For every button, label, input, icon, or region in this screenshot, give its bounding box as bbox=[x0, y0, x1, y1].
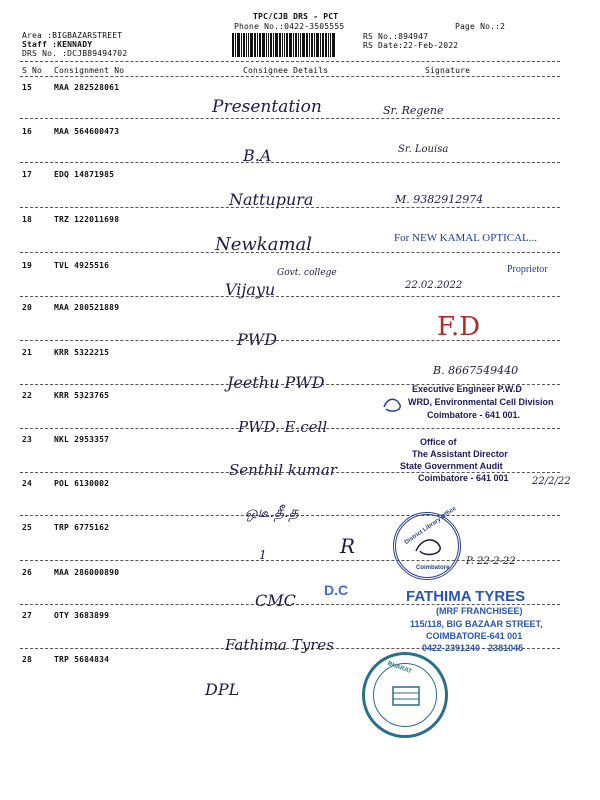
barcode bbox=[232, 33, 356, 57]
handwritten-consignee: Jeethu PWD bbox=[227, 373, 325, 392]
audit-stamp-line: Coimbatore - 641 001 bbox=[418, 473, 509, 483]
row-sno: 18 bbox=[22, 215, 33, 224]
row-consignment: TRP 6775162 bbox=[54, 523, 110, 532]
handwritten-consignee: PWD. E.cell bbox=[238, 418, 328, 436]
handwritten-consignee: Newkamal bbox=[215, 234, 313, 255]
col-consignee: Consignee Details bbox=[243, 66, 329, 75]
bottom-round-seal bbox=[362, 652, 448, 738]
drs-number: DRS No. :DCJB89494702 bbox=[22, 49, 128, 58]
row-sno: 20 bbox=[22, 303, 33, 312]
row-consignment: TRP 5684834 bbox=[54, 655, 110, 664]
pwd-stamp-scribble bbox=[382, 395, 406, 415]
row-sno: 23 bbox=[22, 435, 33, 444]
handwritten-signature: M. 9382912974 bbox=[395, 193, 484, 206]
audit-stamp-line: The Assistant Director bbox=[412, 449, 508, 459]
round-seal-emblem-icon bbox=[390, 683, 422, 709]
handwritten-consignee: Presentation bbox=[212, 97, 322, 117]
handwritten-consignee: B.A bbox=[243, 146, 272, 165]
handwritten-consignee: Senthil kumar bbox=[229, 461, 337, 479]
dc-stamp: D.C bbox=[324, 582, 349, 598]
row-consignment: OTY 3683899 bbox=[54, 611, 110, 620]
handwritten-signature: B. 8667549440 bbox=[433, 364, 519, 377]
optical-stamp-name: For NEW KAMAL OPTICAL... bbox=[394, 232, 537, 244]
handwritten-mark: F.D bbox=[437, 312, 481, 342]
row-consignment: NKL 2953357 bbox=[54, 435, 110, 444]
row-consignment: TRZ 122011698 bbox=[54, 215, 120, 224]
pwd-stamp-line: WRD, Environmental Cell Division bbox=[408, 397, 554, 407]
row-consignment: POL 6130002 bbox=[54, 479, 110, 488]
library-seal-sub: Coimbatore bbox=[416, 565, 450, 571]
header-divider-bottom bbox=[20, 76, 560, 77]
tyres-stamp-address: COIMBATORE-641 001 bbox=[426, 631, 523, 641]
row-sno: 15 bbox=[22, 83, 33, 92]
drs-title: TPC/CJB DRS - PCT bbox=[253, 12, 339, 21]
row-consignment: MAA 564600473 bbox=[54, 127, 120, 136]
row-sno: 26 bbox=[22, 568, 33, 577]
col-consignment: Consignment No bbox=[54, 66, 125, 75]
handwritten-signature: 22.02.2022 bbox=[405, 280, 463, 291]
handwritten-signature: R bbox=[340, 534, 356, 558]
row-consignment: EDQ 14871985 bbox=[54, 170, 115, 179]
library-seal-text: District Library Office bbox=[403, 505, 458, 547]
handwritten-consignee: ஒடீ.தீ.த bbox=[245, 503, 299, 521]
handwritten-note: Govt. college bbox=[277, 268, 337, 278]
row-divider bbox=[20, 118, 560, 119]
handwritten-consignee: DPL bbox=[205, 680, 240, 699]
handwritten-signature: P. 22-2-22 bbox=[466, 556, 516, 567]
handwritten-signature: Sr. Regene bbox=[383, 104, 444, 117]
row-consignment: KRR 5323765 bbox=[54, 391, 110, 400]
row-sno: 17 bbox=[22, 170, 33, 179]
round-seal-text: BHARAT bbox=[386, 660, 413, 676]
row-consignment: MAA 282528061 bbox=[54, 83, 120, 92]
handwritten-consignee: PWD bbox=[237, 330, 278, 349]
tyres-stamp-name: FATHIMA TYRES bbox=[406, 588, 526, 605]
area-label: Area :BIGBAZARSTREET bbox=[22, 31, 123, 40]
row-sno: 16 bbox=[22, 127, 33, 136]
row-sno: 28 bbox=[22, 655, 33, 664]
handwritten-consignee: CMC bbox=[255, 591, 296, 610]
pwd-stamp-line: Executive Engineer P.W.D bbox=[412, 384, 522, 394]
row-sno: 25 bbox=[22, 523, 33, 532]
row-divider bbox=[20, 162, 560, 163]
page-number: Page No.:2 bbox=[455, 22, 506, 31]
row-sno: 24 bbox=[22, 479, 33, 488]
row-sno: 21 bbox=[22, 348, 33, 357]
handwritten-signature: Sr. Louisa bbox=[398, 144, 449, 155]
handwritten-signature: 22/2/22 bbox=[532, 476, 571, 487]
col-signature: Signature bbox=[425, 66, 471, 75]
handwritten-consignee: Vijayu bbox=[225, 280, 276, 299]
handwritten-mark: 1 bbox=[259, 548, 267, 562]
handwritten-consignee: Nattupura bbox=[229, 190, 314, 209]
audit-stamp-line: Office of bbox=[420, 437, 457, 447]
library-round-seal bbox=[393, 505, 461, 580]
row-sno: 22 bbox=[22, 391, 33, 400]
row-sno: 27 bbox=[22, 611, 33, 620]
row-consignment: MAA 280521889 bbox=[54, 303, 120, 312]
row-consignment: MAA 286000890 bbox=[54, 568, 120, 577]
row-divider bbox=[20, 296, 560, 297]
header-divider-top bbox=[20, 61, 560, 62]
optical-stamp-role: Proprietor bbox=[507, 264, 548, 275]
rs-date: RS Date:22-Feb-2022 bbox=[363, 41, 459, 50]
audit-stamp-line: State Government Audit bbox=[400, 461, 503, 471]
pwd-stamp-line: Coimbatore - 641 001. bbox=[427, 410, 521, 420]
tyres-stamp-address: 115/118, BIG BAZAAR STREET, bbox=[410, 619, 543, 629]
rs-number: RS No.:894947 bbox=[363, 32, 429, 41]
tyres-stamp-phone: 0422-2391240 - 2381045 bbox=[422, 643, 524, 653]
row-sno: 19 bbox=[22, 261, 33, 270]
staff-label: Staff :KENNADY bbox=[22, 40, 93, 49]
handwritten-consignee: Fathima Tyres bbox=[225, 636, 334, 654]
col-sno: S No bbox=[22, 66, 43, 75]
row-consignment: TVL 4925516 bbox=[54, 261, 110, 270]
tyres-stamp-sub: (MRF FRANCHISEE) bbox=[436, 606, 523, 616]
phone-number: Phone No.:0422-3505555 bbox=[234, 22, 345, 31]
seal-signature-scribble bbox=[414, 535, 444, 559]
row-consignment: KRR 5322215 bbox=[54, 348, 110, 357]
